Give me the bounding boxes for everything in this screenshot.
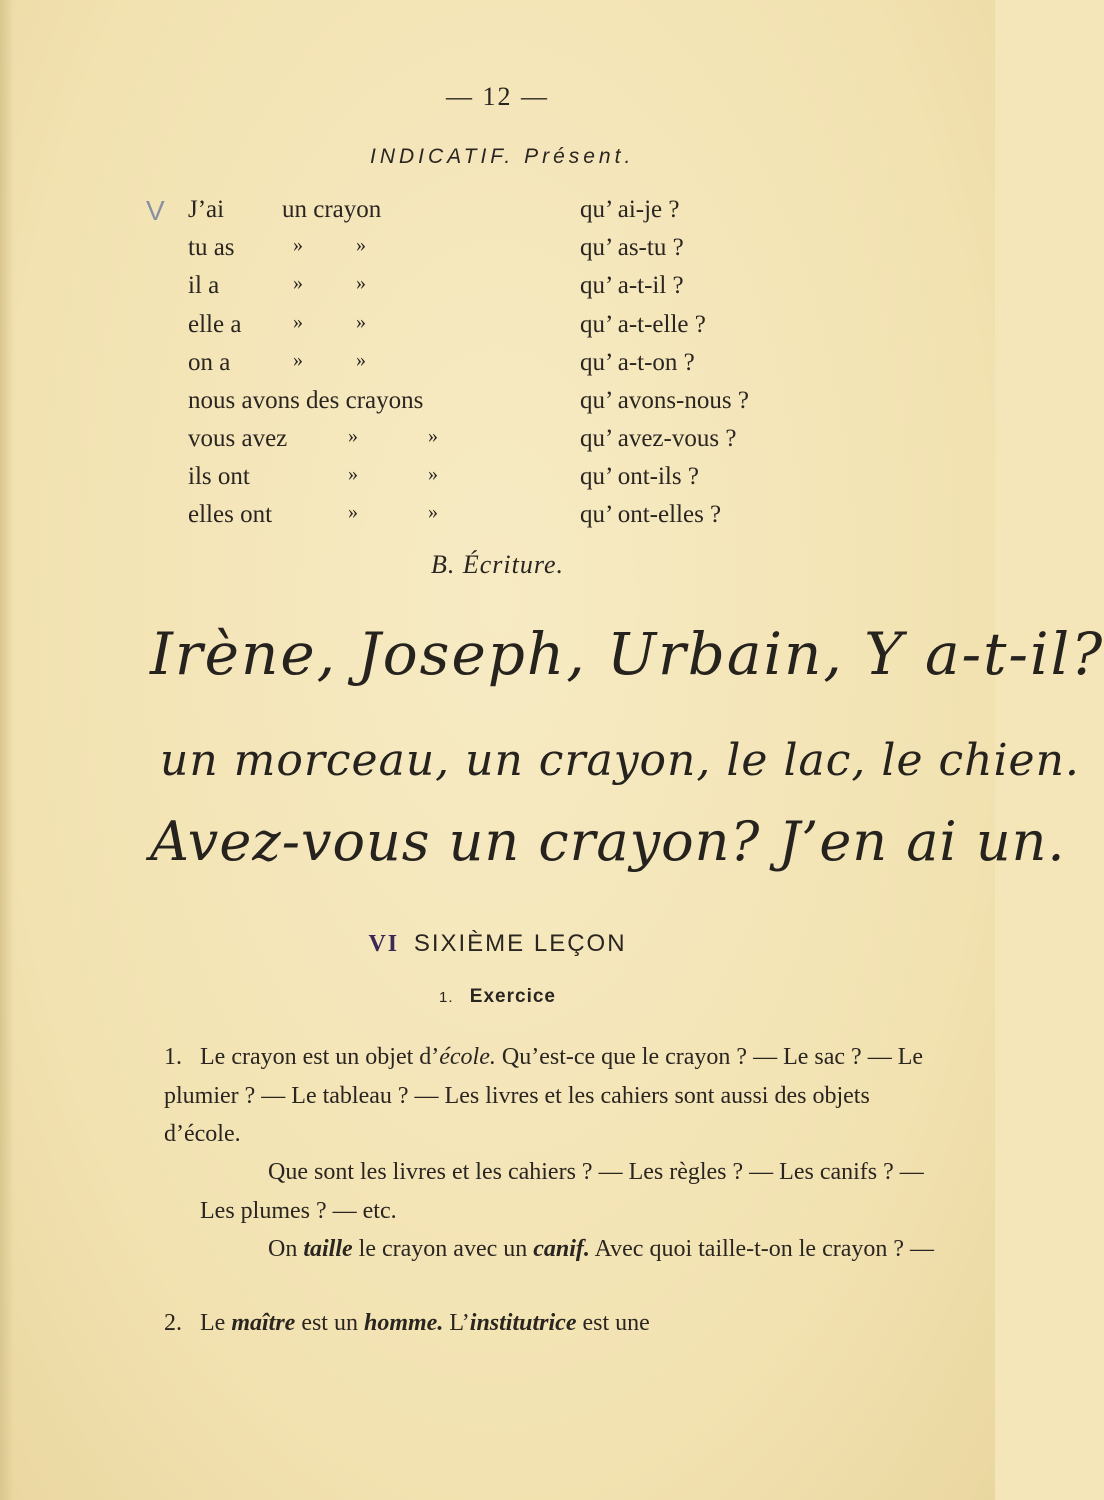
subject: on a bbox=[188, 349, 231, 376]
script-line: Avez-vous un crayon? J’en ai un. bbox=[150, 810, 1066, 873]
conjugation-row bbox=[188, 349, 808, 385]
question: qu’ avons-nous ? bbox=[580, 387, 749, 414]
question: qu’ ont-elles ? bbox=[580, 501, 722, 528]
paragraph-number: 2. bbox=[164, 1310, 182, 1336]
paragraph bbox=[164, 1304, 924, 1343]
ditto-mark: » bbox=[348, 463, 358, 485]
ditto-mark: » bbox=[428, 501, 438, 523]
ditto-mark: » bbox=[348, 501, 358, 523]
emphasis: institutrice bbox=[469, 1310, 577, 1336]
emphasis: taille bbox=[303, 1236, 353, 1262]
conjugation-row bbox=[188, 501, 808, 537]
ditto-mark: » bbox=[356, 311, 366, 333]
ditto-mark: » bbox=[293, 234, 303, 256]
ditto-mark: » bbox=[293, 311, 303, 333]
text: le crayon avec un bbox=[352, 1236, 534, 1262]
ditto-mark: » bbox=[348, 425, 358, 447]
text: On bbox=[268, 1236, 304, 1262]
page-edge-shadow bbox=[0, 0, 14, 1500]
writing-heading: B. Écriture. bbox=[430, 550, 565, 579]
ditto-mark: » bbox=[356, 272, 366, 294]
conjugation-row bbox=[188, 272, 808, 308]
ditto-mark: » bbox=[356, 349, 366, 371]
subject: J’ai bbox=[188, 196, 225, 223]
conjugation-row bbox=[188, 234, 808, 270]
text: est une bbox=[576, 1310, 650, 1336]
text: est un bbox=[295, 1310, 364, 1336]
text: L’ bbox=[443, 1310, 470, 1336]
question: qu’ a-t-elle ? bbox=[580, 311, 706, 338]
subject: ils ont bbox=[188, 463, 250, 490]
question: qu’ ont-ils ? bbox=[580, 463, 699, 490]
object: un crayon bbox=[282, 196, 382, 223]
emphasis: homme. bbox=[363, 1310, 444, 1336]
conjugation-row bbox=[188, 387, 808, 423]
paragraph bbox=[164, 1230, 960, 1269]
lesson-number: VI bbox=[368, 931, 400, 957]
subject: elle a bbox=[188, 311, 242, 338]
emphasis: école. bbox=[439, 1044, 496, 1070]
emphasis: maître bbox=[231, 1310, 296, 1336]
margin-check-mark: V bbox=[146, 195, 165, 226]
paragraph-number: 1. bbox=[164, 1044, 182, 1070]
script-line: un morceau, un crayon, le lac, le chien. bbox=[160, 735, 1080, 786]
subject: tu as bbox=[188, 234, 235, 261]
conjugation-row bbox=[188, 425, 808, 461]
conjugation-row bbox=[188, 463, 808, 499]
exercise-number: 1. bbox=[439, 989, 454, 1006]
text: Le bbox=[200, 1310, 232, 1336]
lesson-title: SIXIÈME LEÇON bbox=[413, 930, 627, 957]
ditto-mark: » bbox=[293, 349, 303, 371]
question: qu’ ai-je ? bbox=[580, 196, 680, 223]
ditto-mark: » bbox=[428, 463, 438, 485]
paragraph: Que sont les livres et les cahiers ? — Les règles ? — Les canifs ? — Les plumes ? — etc. bbox=[200, 1159, 924, 1224]
text: Le crayon est un objet d’ bbox=[200, 1044, 440, 1070]
paragraph bbox=[164, 1038, 924, 1154]
subject: vous avez bbox=[188, 425, 288, 452]
subject: il a bbox=[188, 272, 220, 299]
subject: elles ont bbox=[188, 501, 273, 528]
subject: nous avons des crayons bbox=[188, 387, 424, 414]
lesson-heading bbox=[0, 930, 995, 958]
conjugation-row bbox=[188, 311, 808, 347]
text: Qu’est-ce que le crayon ? — Le sac ? — Le plumier ? — Le tableau ? — Les livres et les cahiers sont aussi des objets d’école. bbox=[164, 1044, 923, 1147]
text: Avec quoi taille-t-on le crayon ? — bbox=[589, 1236, 935, 1262]
question: qu’ a-t-il ? bbox=[580, 272, 684, 299]
section-title: INDICATIF. Présent. bbox=[370, 145, 635, 168]
question: qu’ as-tu ? bbox=[580, 234, 684, 261]
ditto-mark: » bbox=[428, 425, 438, 447]
question: qu’ a-t-on ? bbox=[580, 349, 695, 376]
ditto-mark: » bbox=[293, 272, 303, 294]
ditto-mark: » bbox=[356, 234, 366, 256]
exercise-title: Exercice bbox=[469, 986, 556, 1007]
exercise-heading bbox=[0, 986, 995, 1008]
question: qu’ avez-vous ? bbox=[580, 425, 737, 452]
conjugation-row bbox=[188, 196, 808, 232]
script-line: Irène, Joseph, Urbain, Y a-t-il? bbox=[150, 620, 1104, 688]
emphasis: canif. bbox=[533, 1236, 590, 1262]
page-number: — 12 — bbox=[446, 82, 549, 111]
